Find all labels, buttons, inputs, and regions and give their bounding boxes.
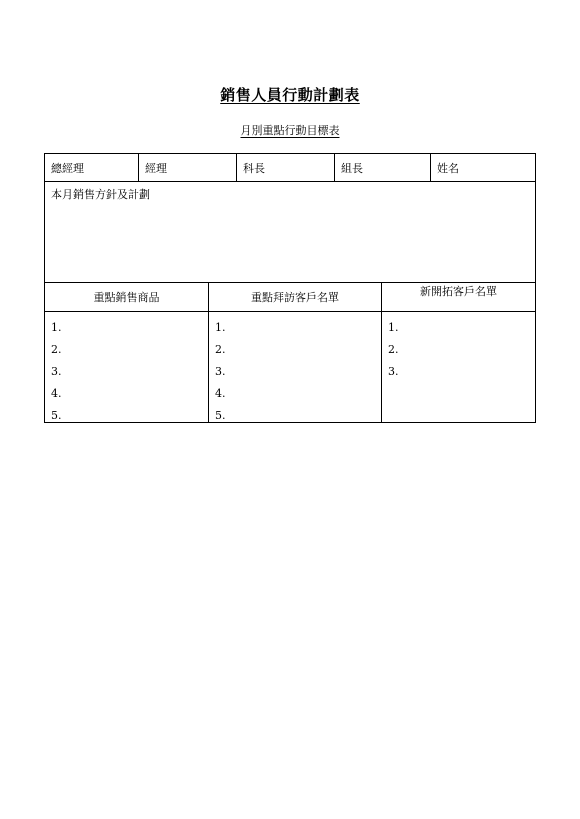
page-subtitle: 月別重點行動目標表 — [240, 124, 340, 137]
list-item[interactable]: 3. — [388, 365, 399, 378]
list-item[interactable]: 2. — [388, 343, 399, 356]
header-cell-name[interactable]: 姓名 — [437, 162, 459, 175]
monthly-plan-label: 本月銷售方針及計劃 — [51, 188, 150, 201]
list-item[interactable]: 5. — [215, 409, 226, 422]
page-title: 銷售人員行動計劃表 — [220, 86, 360, 104]
new-clients-heading: 新開拓客戶名單 — [382, 283, 535, 312]
list-item[interactable]: 3. — [51, 365, 62, 378]
action-plan-form — [44, 153, 536, 423]
key-products-column — [45, 283, 209, 422]
key-visit-clients-heading: 重點拜訪客戶名單 — [209, 283, 381, 312]
header-cell-general-manager[interactable]: 總經理 — [45, 154, 139, 181]
header-cell-section-chief[interactable]: 科長 — [237, 154, 335, 181]
header-cell-team-leader[interactable]: 組長 — [335, 154, 431, 181]
key-visit-clients-column — [209, 283, 382, 422]
key-products-heading: 重點銷售商品 — [45, 283, 208, 312]
list-item[interactable]: 4. — [51, 387, 62, 400]
list-item[interactable]: 1. — [51, 321, 62, 334]
list-item[interactable]: 2. — [215, 343, 226, 356]
list-item[interactable]: 3. — [215, 365, 226, 378]
signature-header-row — [45, 154, 535, 182]
list-item[interactable]: 4. — [215, 387, 226, 400]
list-item[interactable]: 1. — [388, 321, 399, 334]
list-item[interactable]: 5. — [51, 409, 62, 422]
list-item[interactable]: 2. — [51, 343, 62, 356]
list-item[interactable]: 1. — [215, 321, 226, 334]
monthly-plan-section[interactable] — [45, 182, 535, 283]
header-cell-manager[interactable]: 經理 — [139, 154, 237, 181]
new-clients-column — [382, 283, 535, 422]
